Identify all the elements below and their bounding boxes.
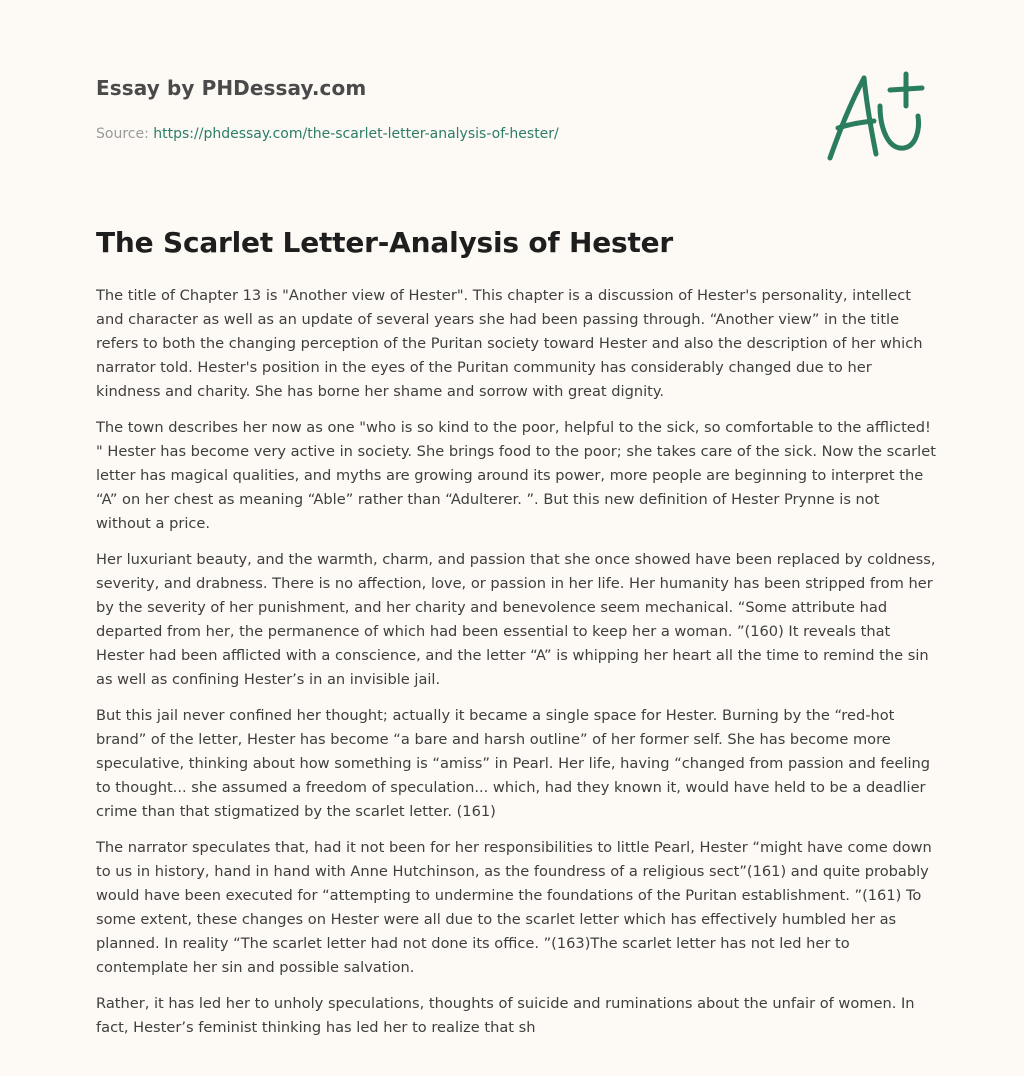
article-body (96, 284, 936, 1052)
a-plus-logo-icon (818, 66, 928, 166)
paragraph: The town describes her now as one "who is so kind to the poor, helpful to the sick, so comfortable to the afflicted! " Hester has become very active in society. She brings food to the poor; she takes care of the sick. Now the scarlet letter has magical qualities, and myths are growing around its power, more people are beginning to interpret the “A” on her chest as meaning “Able” rather than “Adulterer. ”. But this new definition of Hester Prynne is not without a price. (96, 419, 936, 532)
paragraph: The title of Chapter 13 is "Another view of Hester". This chapter is a discussion of Hester's personality, intellect and character as well as an update of several years she had been passing through. “Another view” in the title refers to both the changing perception of the Puritan society toward Hester and also the description of her which narrator told. Hester's position in the eyes of the Puritan community has considerably changed due to her kindness and charity. She has borne her shame and sorrow with great dignity. (96, 287, 923, 400)
paragraph: Her luxuriant beauty, and the warmth, charm, and passion that she once showed have been replaced by coldness, severity, and drabness. There is no affection, love, or passion in her life. Her humanity has been stripped from her by the severity of her punishment, and her charity and benevolence seem mechanical. “Some attribute had departed from her, the permanence of which had been essential to keep her a woman. ”(160) It reveals that Hester had been afflicted with a conscience, and the letter “A” is whipping her heart all the time to remind the sin as well as confining Hester’s in an invisible jail. (96, 551, 936, 688)
source-label: Source: (96, 126, 154, 142)
site-brand: Essay by PHDessay.com (96, 76, 367, 100)
paragraph: Rather, it has led her to unholy speculations, thoughts of suicide and ruminations about the unfair of women. In fact, Hester’s feminist thinking has led her to realize that sh (96, 995, 915, 1036)
source-link[interactable]: https://phdessay.com/the-scarlet-letter-analysis-of-hester/ (153, 126, 559, 142)
article-title: The Scarlet Letter-Analysis of Hester (96, 226, 674, 259)
source-line (96, 126, 656, 142)
page-header (96, 76, 656, 142)
paragraph: The narrator speculates that, had it not been for her responsibilities to little Pearl, Hester “might have come down to us in history, hand in hand with Anne Hutchinson, as the foundress of a religious sect”(161) and quite probably would have been executed for “attempting to undermine the foundations of the Puritan establishment. ”(161) To some extent, these changes on Hester were all due to the scarlet letter which has effectively humbled her as planned. In reality “The scarlet letter had not done its office. ”(163)The scarlet letter has not led her to contemplate her sin and possible salvation. (96, 839, 932, 976)
paragraph: But this jail never confined her thought; actually it became a single space for Hester. Burning by the “red-hot brand” of the letter, Hester has become “a bare and harsh outline” of her former self. She has become more speculative, thinking about how something is “amiss” in Pearl. Her life, having “changed from passion and feeling to thought... she assumed a freedom of speculation... which, had they known it, would have held to be a deadlier crime than that stigmatized by the scarlet letter. (161) (96, 707, 931, 820)
